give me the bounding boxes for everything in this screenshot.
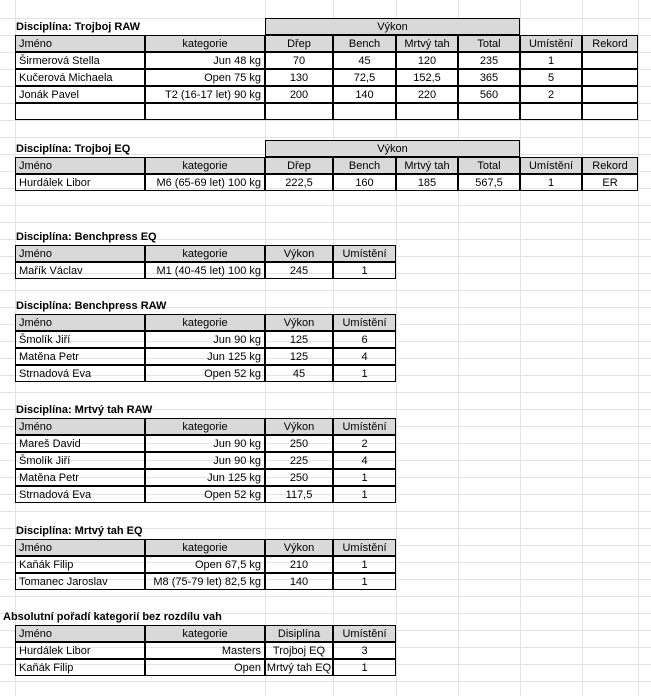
table-cell: 220: [396, 86, 458, 103]
table-cell: Širmerová Stella: [15, 52, 145, 69]
column-header: Rekord: [582, 157, 638, 174]
column-header: kategorie: [145, 157, 265, 174]
table-cell: Jun 90 kg: [145, 452, 265, 469]
table-cell: Mrtvý tah EQ: [265, 659, 333, 676]
table-cell: 140: [333, 86, 396, 103]
table-cell: 560: [458, 86, 520, 103]
column-header: Výkon: [265, 245, 333, 262]
table-cell: Open 67,5 kg: [145, 556, 265, 573]
group-header: Výkon: [265, 18, 520, 35]
table-cell: 160: [333, 174, 396, 191]
table-cell: Jun 125 kg: [145, 348, 265, 365]
table-cell: M8 (75-79 let) 82,5 kg: [145, 573, 265, 590]
column-header: Jméno: [15, 539, 145, 556]
table-cell: Kučerová Michaela: [15, 69, 145, 86]
column-header: Rekord: [582, 35, 638, 52]
column-header: Výkon: [265, 418, 333, 435]
column-header: Mrtvý tah: [396, 157, 458, 174]
column-header: Výkon: [265, 539, 333, 556]
section-title: Disciplína: Trojboj EQ: [16, 143, 131, 155]
grid-line: [0, 205, 651, 206]
table-cell: 1: [333, 486, 396, 503]
column-header: kategorie: [145, 35, 265, 52]
section-title: Absolutní pořadí kategorií bez rozdílu vah: [3, 611, 222, 623]
table-cell: M1 (40-45 let) 100 kg: [145, 262, 265, 279]
table-cell: Jun 90 kg: [145, 331, 265, 348]
column-header: Jméno: [15, 418, 145, 435]
table-cell: Open 52 kg: [145, 365, 265, 382]
section-title: Disciplína: Trojboj RAW: [16, 21, 141, 33]
grid-line: [0, 681, 651, 682]
grid-line: [0, 290, 651, 291]
table-cell: Hurdálek Libor: [15, 642, 145, 659]
column-header: kategorie: [145, 539, 265, 556]
column-header: Umístění: [520, 35, 582, 52]
column-header: kategorie: [145, 625, 265, 642]
grid-line: [0, 137, 651, 138]
table-cell: Jun 90 kg: [145, 435, 265, 452]
table-cell: 185: [396, 174, 458, 191]
table-cell: Kaňák Filip: [15, 659, 145, 676]
table-cell: 365: [458, 69, 520, 86]
column-header: Dřep: [265, 157, 333, 174]
table-cell: 125: [265, 348, 333, 365]
table-cell: 117,5: [265, 486, 333, 503]
group-header: Výkon: [265, 140, 520, 157]
table-cell: 2: [520, 86, 582, 103]
table-cell: Open 75 kg: [145, 69, 265, 86]
table-cell: 222,5: [265, 174, 333, 191]
table-cell: Jonák Pavel: [15, 86, 145, 103]
table-cell: Matěna Petr: [15, 348, 145, 365]
column-header: Jméno: [15, 245, 145, 262]
table-cell: [582, 69, 638, 86]
table-cell: Masters: [145, 642, 265, 659]
column-header: Total: [458, 35, 520, 52]
table-cell: Jun 48 kg: [145, 52, 265, 69]
column-header: Jméno: [15, 314, 145, 331]
table-cell: Open 52 kg: [145, 486, 265, 503]
table-cell: 1: [333, 262, 396, 279]
table-cell: [145, 103, 265, 120]
table-cell: 1: [520, 174, 582, 191]
table-cell: Šmolík Jiří: [15, 452, 145, 469]
grid-line: [0, 596, 651, 597]
section-title: Disciplína: Mrtvý tah RAW: [16, 404, 153, 416]
table-cell: 4: [333, 348, 396, 365]
table-cell: [265, 103, 333, 120]
table-cell: 210: [265, 556, 333, 573]
column-header: kategorie: [145, 314, 265, 331]
section-title: Disciplína: Benchpress EQ: [16, 231, 157, 243]
table-cell: Tomanec Jaroslav: [15, 573, 145, 590]
table-cell: [520, 103, 582, 120]
table-cell: 567,5: [458, 174, 520, 191]
table-cell: 140: [265, 573, 333, 590]
table-cell: 70: [265, 52, 333, 69]
table-cell: Strnadová Eva: [15, 365, 145, 382]
table-cell: 1: [333, 365, 396, 382]
table-cell: 5: [520, 69, 582, 86]
table-cell: Jun 125 kg: [145, 469, 265, 486]
table-cell: ER: [582, 174, 638, 191]
table-cell: Trojboj EQ: [265, 642, 333, 659]
table-cell: 250: [265, 435, 333, 452]
column-header: Jméno: [15, 625, 145, 642]
column-header: Umístění: [520, 157, 582, 174]
table-cell: [396, 103, 458, 120]
grid-line: [0, 511, 651, 512]
table-cell: Mareš David: [15, 435, 145, 452]
grid-line: [0, 222, 651, 223]
table-cell: 4: [333, 452, 396, 469]
column-header: Výkon: [265, 314, 333, 331]
column-header: Umístění: [333, 625, 396, 642]
column-header: Bench: [333, 157, 396, 174]
table-cell: 250: [265, 469, 333, 486]
table-cell: [458, 103, 520, 120]
column-header: Umístění: [333, 418, 396, 435]
column-header: Disiplína: [265, 625, 333, 642]
column-header: Umístění: [333, 539, 396, 556]
table-cell: 1: [333, 573, 396, 590]
grid-line: [638, 0, 639, 696]
table-cell: Hurdálek Libor: [15, 174, 145, 191]
column-header: Jméno: [15, 157, 145, 174]
table-cell: 225: [265, 452, 333, 469]
table-cell: 200: [265, 86, 333, 103]
table-cell: [582, 103, 638, 120]
table-cell: 3: [333, 642, 396, 659]
table-cell: Kaňák Filip: [15, 556, 145, 573]
table-cell: 235: [458, 52, 520, 69]
table-cell: 1: [333, 556, 396, 573]
table-cell: 1: [333, 659, 396, 676]
table-cell: 72,5: [333, 69, 396, 86]
column-header: Dřep: [265, 35, 333, 52]
section-title: Disciplína: Benchpress RAW: [16, 300, 167, 312]
column-header: Umístění: [333, 245, 396, 262]
column-header: kategorie: [145, 418, 265, 435]
table-cell: 45: [333, 52, 396, 69]
table-cell: 1: [333, 469, 396, 486]
table-cell: [15, 103, 145, 120]
column-header: Mrtvý tah: [396, 35, 458, 52]
table-cell: M6 (65-69 let) 100 kg: [145, 174, 265, 191]
grid-line: [0, 120, 651, 121]
column-header: Total: [458, 157, 520, 174]
column-header: Bench: [333, 35, 396, 52]
table-cell: 120: [396, 52, 458, 69]
table-cell: Open: [145, 659, 265, 676]
table-cell: T2 (16-17 let) 90 kg: [145, 86, 265, 103]
table-cell: 152,5: [396, 69, 458, 86]
column-header: kategorie: [145, 245, 265, 262]
table-cell: Šmolík Jiří: [15, 331, 145, 348]
table-cell: 245: [265, 262, 333, 279]
table-cell: 45: [265, 365, 333, 382]
table-cell: 130: [265, 69, 333, 86]
section-title: Disciplína: Mrtvý tah EQ: [16, 525, 143, 537]
table-cell: 125: [265, 331, 333, 348]
table-cell: [582, 86, 638, 103]
grid-line: [0, 392, 651, 393]
table-cell: 6: [333, 331, 396, 348]
table-cell: [333, 103, 396, 120]
table-cell: Mařík Václav: [15, 262, 145, 279]
table-cell: Matěna Petr: [15, 469, 145, 486]
column-header: Jméno: [15, 35, 145, 52]
table-cell: [582, 52, 638, 69]
column-header: Umístění: [333, 314, 396, 331]
table-cell: Strnadová Eva: [15, 486, 145, 503]
table-cell: 2: [333, 435, 396, 452]
table-cell: 1: [520, 52, 582, 69]
